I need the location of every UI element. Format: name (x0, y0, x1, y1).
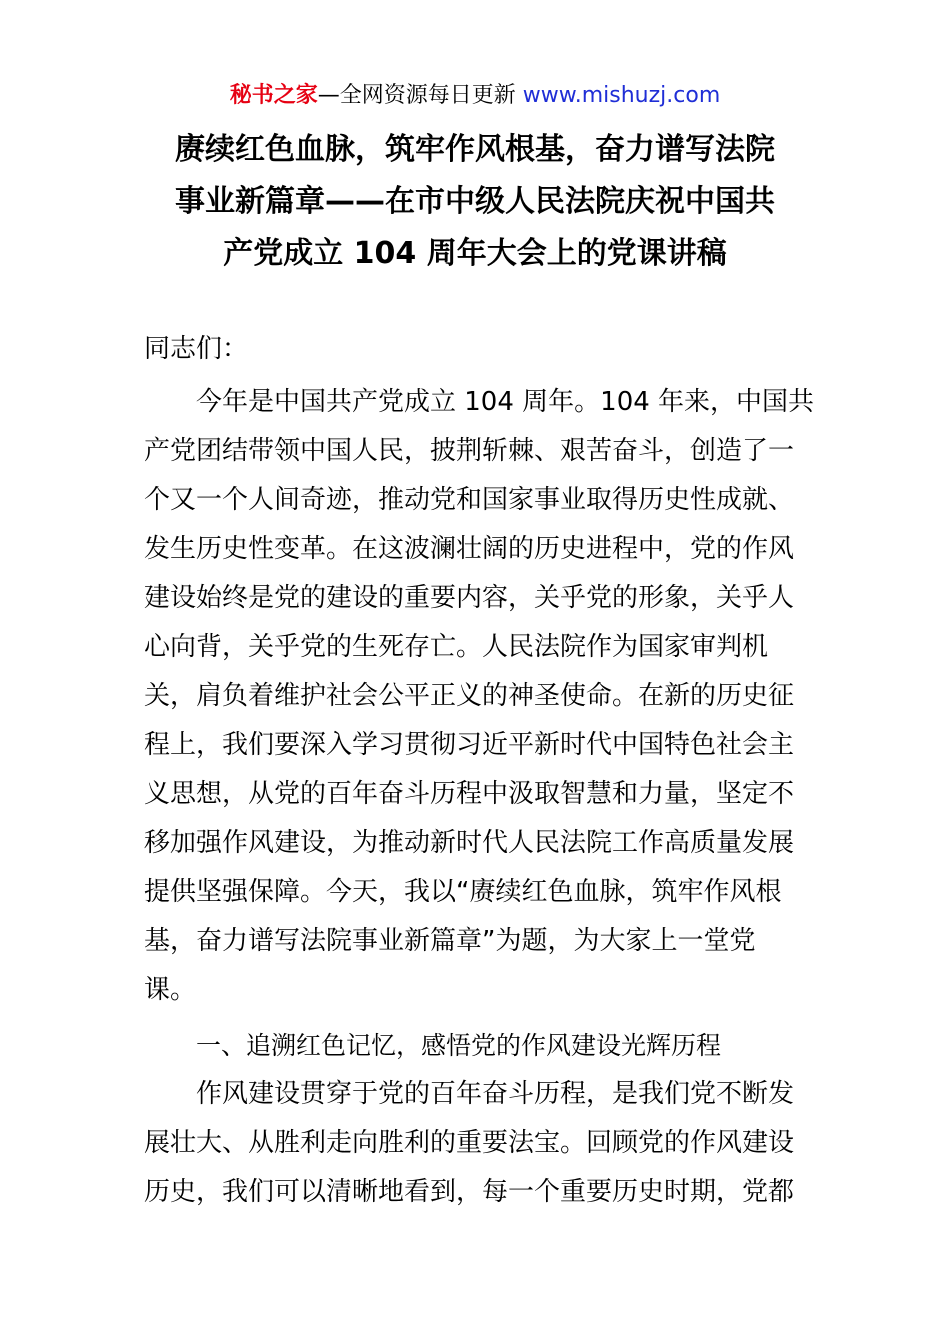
brand-name: 秘书之家 (229, 83, 318, 108)
paragraph-line: 建设始终是党的建设的重要内容，关乎党的形象，关乎人 (144, 583, 795, 613)
paragraph-line: 发生历史性变革。在这波澜壮阔的历史进程中，党的作风 (144, 534, 795, 564)
banner-tagline: —全网资源每日更新 (317, 83, 523, 108)
document-title (120, 124, 830, 280)
paragraph-line: 个又一个人间奇迹，推动党和国家事业取得历史性成就、 (144, 485, 795, 515)
title-line: 产党成立 104 周年大会上的党课讲稿 (223, 236, 727, 271)
paragraph-line: 作风建设贯穿于党的百年奋斗历程，是我们党不断发 (196, 1079, 795, 1109)
paragraph-line: 今年是中国共产党成立 104 周年。104 年来，中国共 (196, 387, 815, 417)
title-line: 赓续红色血脉，筑牢作风根基，奋力谱写法院 (175, 132, 775, 167)
title-line: 事业新篇章——在市中级人民法院庆祝中国共 (175, 184, 775, 219)
greeting (144, 325, 809, 374)
paragraph-section1 (144, 1070, 809, 1217)
greeting-text: 同志们： (144, 334, 249, 364)
paragraph-line: 提供坚强保障。今天，我以“赓续红色血脉，筑牢作风根 (144, 877, 782, 907)
section-heading (144, 1021, 809, 1070)
site-banner (0, 80, 950, 112)
banner-url-link[interactable]: www.mishuzj.com (522, 83, 721, 108)
document-body (144, 325, 815, 1217)
paragraph-line: 程上，我们要深入学习贯彻习近平新时代中国特色社会主 (144, 730, 795, 760)
paragraph-line: 义思想，从党的百年奋斗历程中汲取智慧和力量，坚定不 (144, 779, 795, 809)
paragraph-line: 产党团结带领中国人民，披荆斩棘、艰苦奋斗，创造了一 (144, 436, 795, 466)
section-heading-text: 一、追溯红色记忆，感悟党的作风建设光辉历程 (196, 1031, 722, 1060)
paragraph-line: 移加强作风建设，为推动新时代人民法院工作高质量发展 (144, 828, 795, 858)
paragraph-line: 心向背，关乎党的生死存亡。人民法院作为国家审判机 (144, 632, 769, 662)
paragraph-line: 课。 (144, 975, 197, 1005)
paragraph-line: 历史，我们可以清晰地看到，每一个重要历史时期，党都 (144, 1177, 795, 1207)
paragraph-intro (144, 378, 815, 1015)
paragraph-line: 展壮大、从胜利走向胜利的重要法宝。回顾党的作风建设 (144, 1128, 795, 1158)
paragraph-line: 关，肩负着维护社会公平正义的神圣使命。在新的历史征 (144, 681, 795, 711)
paragraph-line: 基，奋力谱写法院事业新篇章”为题，为大家上一堂党 (144, 926, 756, 956)
